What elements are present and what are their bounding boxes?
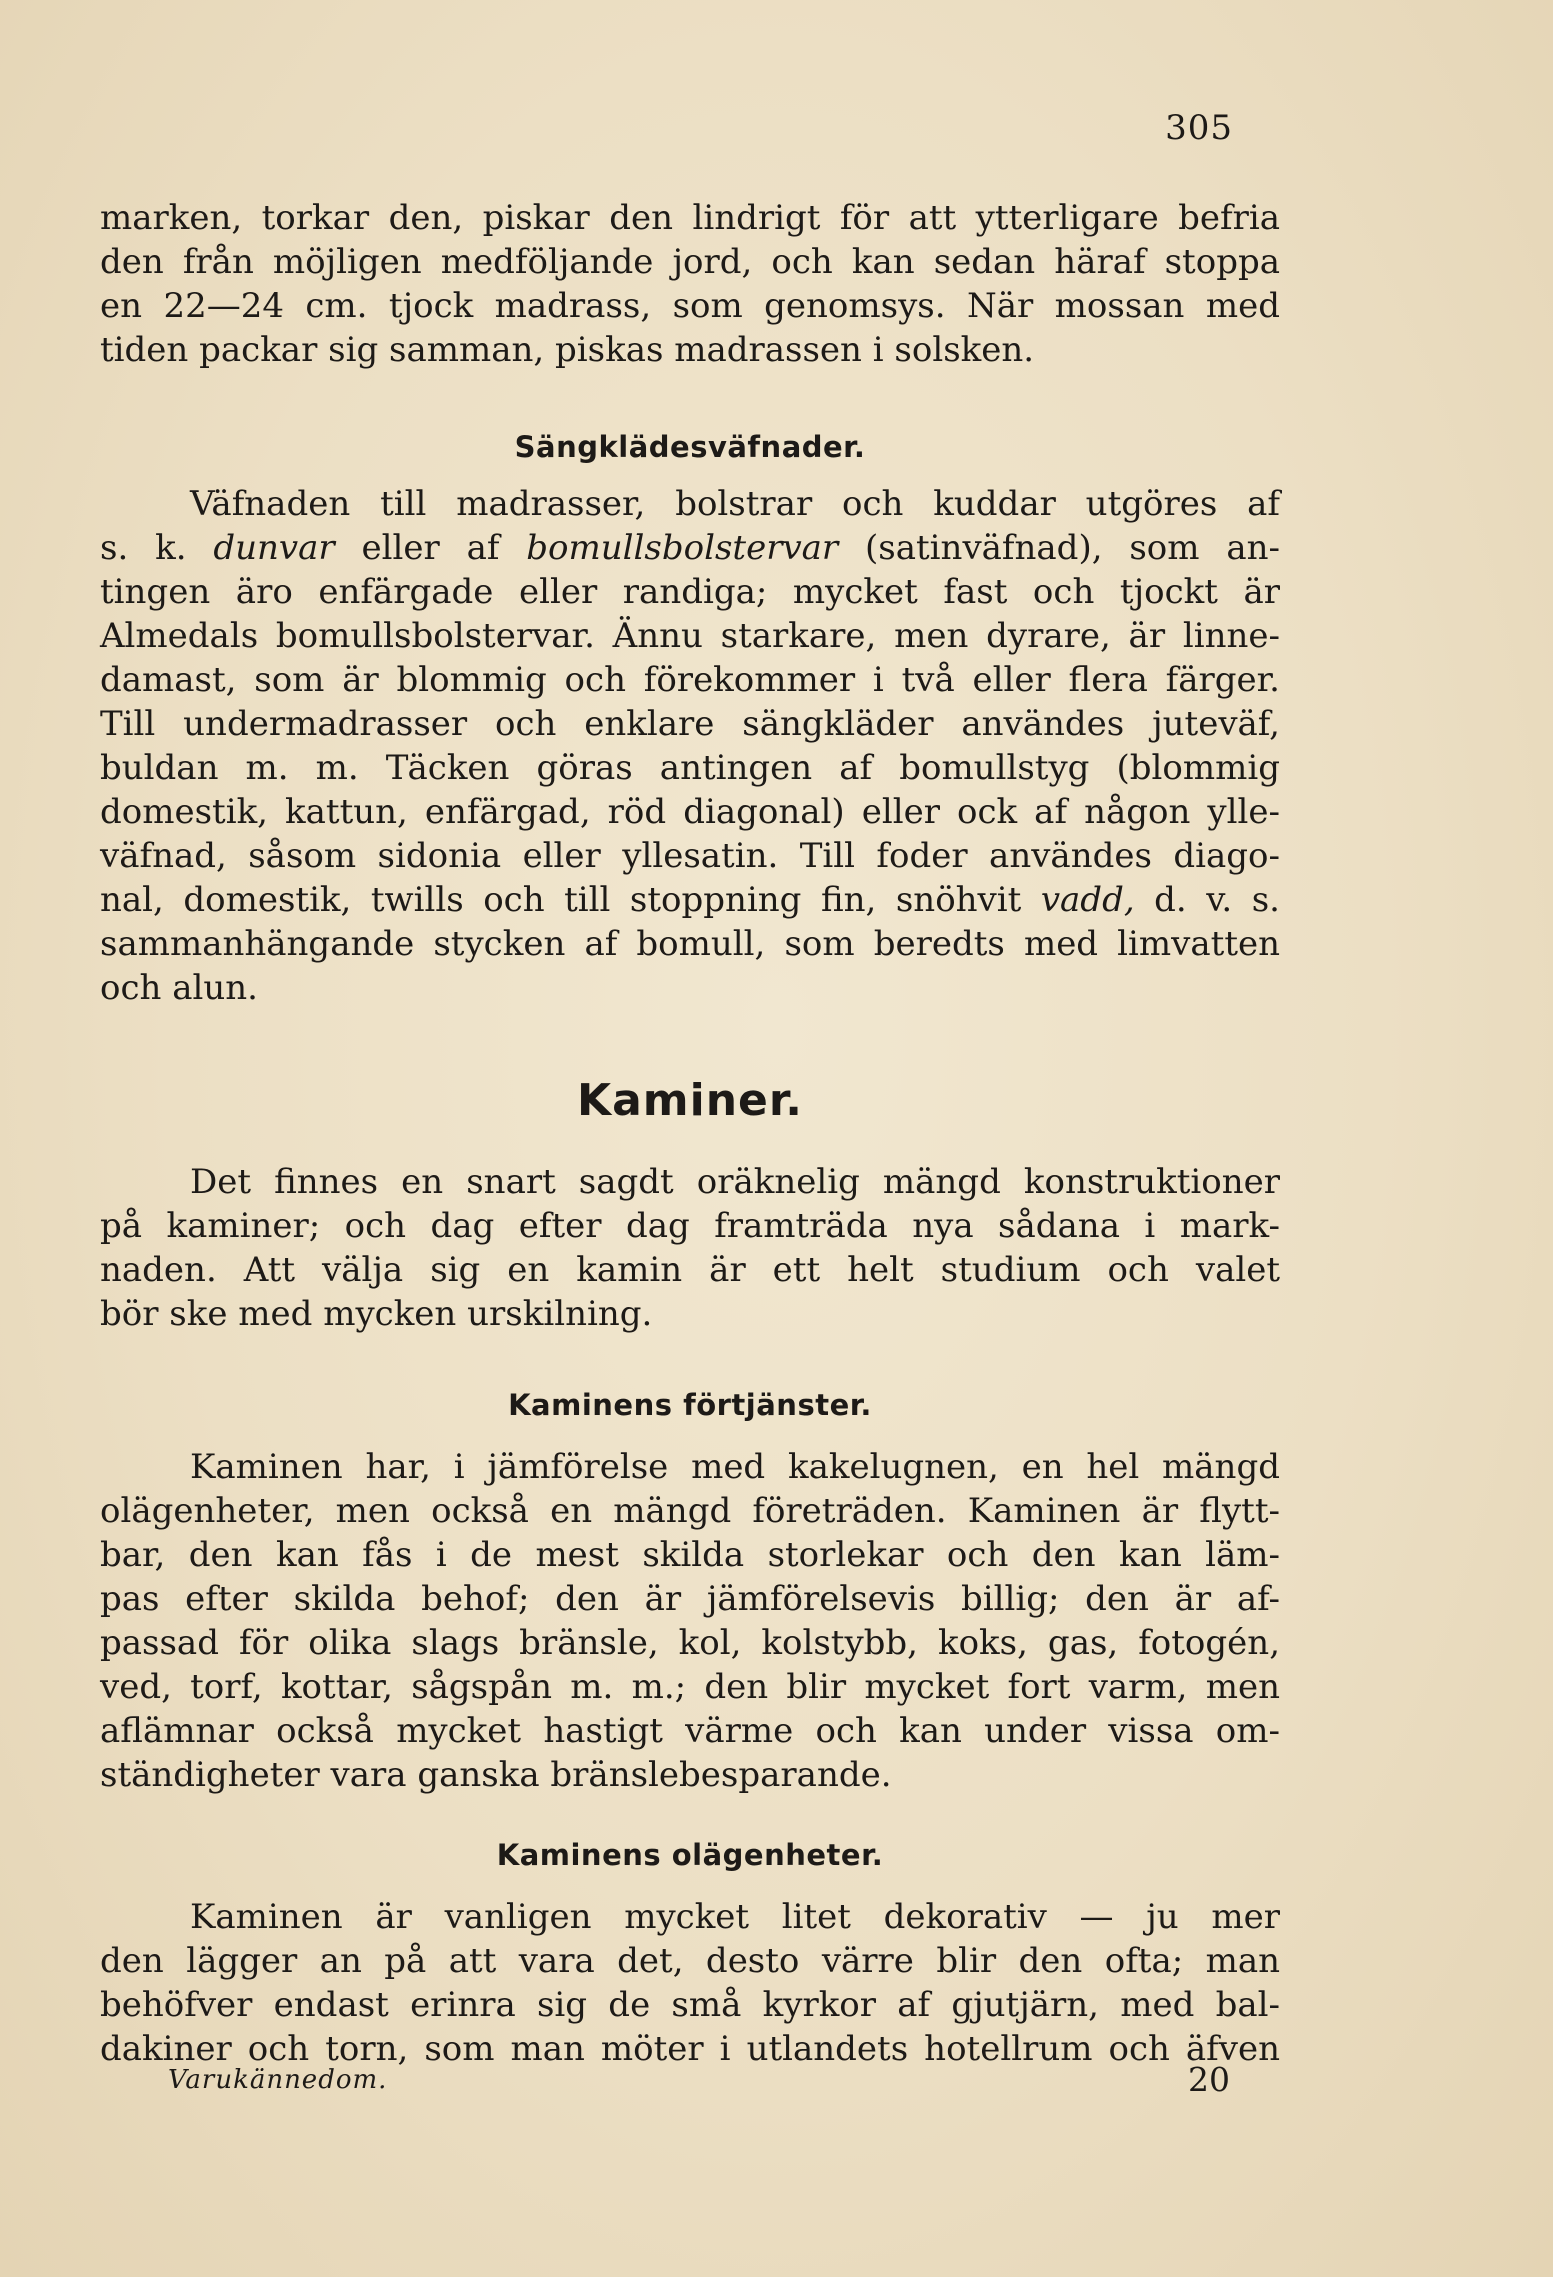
- text-line: [100, 878, 1280, 922]
- text-line: Kaminen är vanligen mycket litet dekorativ — ju mer: [190, 1897, 1280, 1937]
- footer-signature-mark: 20: [1188, 2060, 1230, 2099]
- italic-term: vadd,: [1040, 880, 1135, 920]
- text-run: nal, domestik, twills och till stoppning fin, snöhvit: [100, 880, 1022, 920]
- text-line: buldan m. m. Täcken göras antingen af bomullstyg (blommig: [100, 748, 1280, 788]
- text-line: Almedals bomullsbolstervar. Ännu starkare, men dyrare, är linne-: [100, 616, 1280, 656]
- text-line: väfnad, såsom sidonia eller yllesatin. Till foder användes diago-: [100, 836, 1280, 876]
- text-line: marken, torkar den, piskar den lindrigt för att ytterligare befria: [100, 198, 1280, 238]
- text-line: olägenheter, men också en mängd företräden. Kaminen är flytt-: [100, 1491, 1280, 1531]
- chapter-heading-kaminer: Kaminer.: [576, 1075, 804, 1126]
- text-line: den lägger an på att vara det, desto värre blir den ofta; man: [100, 1941, 1280, 1981]
- text-run: (satinväfnad), som an-: [865, 528, 1281, 568]
- text-line: på kaminer; och dag efter dag framträda nya sådana i mark-: [100, 1206, 1280, 1246]
- text-run: d. v. s.: [1154, 880, 1280, 920]
- text-line: ständigheter vara ganska bränslebesparande.: [100, 1755, 892, 1795]
- page-number: 305: [1165, 108, 1233, 148]
- text-line: dakiner och torn, som man möter i utlandets hotellrum och äfven: [100, 2029, 1280, 2069]
- text-line: behöfver endast erinra sig de små kyrkor af gjutjärn, med bal-: [100, 1985, 1280, 2025]
- text-line: den från möjligen medföljande jord, och kan sedan häraf stoppa: [100, 242, 1280, 282]
- text-line: Väfnaden till madrasser, bolstrar och kuddar utgöres af: [190, 484, 1280, 524]
- paragraph-kaminer: [100, 1160, 1280, 1336]
- text-line: naden. Att välja sig en kamin är ett helt studium och valet: [100, 1250, 1280, 1290]
- text-line: tiden packar sig samman, piskas madrassen i solsken.: [100, 330, 1035, 370]
- section-heading-sangklades: Sängklädesväfnader.: [514, 430, 866, 464]
- text-line: bör ske med mycken urskilning.: [100, 1294, 653, 1334]
- text-line: en 22—24 cm. tjock madrass, som genomsys. När mossan med: [100, 286, 1280, 326]
- text-line: Till undermadrasser och enklare sängkläder användes juteväf,: [100, 704, 1280, 744]
- text-run: eller af: [361, 528, 500, 568]
- text-run: s. k.: [100, 528, 187, 568]
- section-heading-fortjanster: Kaminens förtjänster.: [508, 1388, 872, 1422]
- text-line: och alun.: [100, 968, 258, 1008]
- text-line: passad för olika slags bränsle, kol, kolstybb, koks, gas, fotogén,: [100, 1623, 1280, 1663]
- text-line: aflämnar också mycket hastigt värme och kan under vissa om-: [100, 1711, 1280, 1751]
- italic-term: dunvar: [213, 528, 335, 568]
- paragraph-fortjanster: [100, 1445, 1280, 1797]
- paragraph-olagenheter: [100, 1895, 1280, 2071]
- section-heading-olagenheter: Kaminens olägenheter.: [496, 1838, 884, 1872]
- footer-book-title: Varukännedom.: [168, 2065, 388, 2095]
- italic-term: bomullsbolstervar: [526, 528, 839, 568]
- text-line: [100, 526, 1280, 570]
- text-line: tingen äro enfärgade eller randiga; mycket fast och tjockt är: [100, 572, 1280, 612]
- text-line: ved, torf, kottar, sågspån m. m.; den blir mycket fort varm, men: [100, 1667, 1280, 1707]
- text-line: bar, den kan fås i de mest skilda storlekar och den kan läm-: [100, 1535, 1280, 1575]
- text-line: domestik, kattun, enfärgad, röd diagonal) eller ock af någon ylle-: [100, 792, 1280, 832]
- text-line: sammanhängande stycken af bomull, som beredts med limvatten: [100, 924, 1280, 964]
- text-line: Kaminen har, i jämförelse med kakelugnen, en hel mängd: [190, 1447, 1280, 1487]
- text-line: damast, som är blommig och förekommer i två eller flera färger.: [100, 660, 1280, 700]
- text-line: Det finnes en snart sagdt oräknelig mängd konstruktioner: [190, 1162, 1280, 1202]
- text-line: pas efter skilda behof; den är jämförelsevis billig; den är af-: [100, 1579, 1280, 1619]
- paragraph-mattress-intro: [100, 196, 1280, 372]
- paragraph-sangklades: [100, 482, 1280, 1010]
